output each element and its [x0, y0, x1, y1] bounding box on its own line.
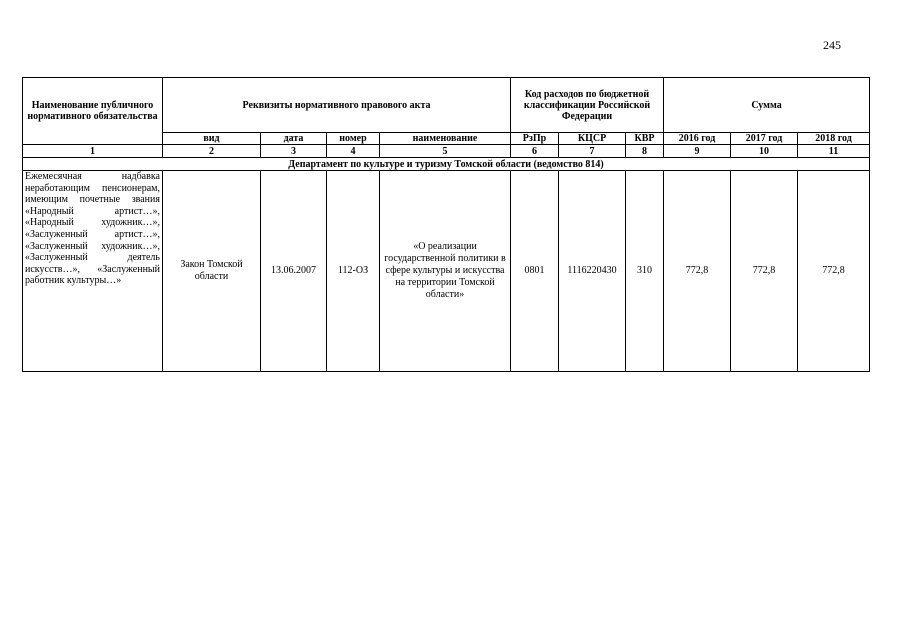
subheader-name: наименование — [380, 133, 511, 145]
subheader-kvr: КВР — [626, 133, 664, 145]
subheader-date: дата — [261, 133, 327, 145]
column-number: 9 — [664, 145, 731, 158]
subheader-kind: вид — [163, 133, 261, 145]
budget-table — [22, 77, 870, 372]
subheader-2016: 2016 год — [664, 133, 731, 145]
kcsr-cell: 1116220430 — [559, 171, 626, 372]
subheader-2017: 2017 год — [731, 133, 798, 145]
column-number: 5 — [380, 145, 511, 158]
subheader-rzpr: РзПр — [511, 133, 559, 145]
column-number: 10 — [731, 145, 798, 158]
sum-2016-cell: 772,8 — [664, 171, 731, 372]
column-number: 8 — [626, 145, 664, 158]
obligation-cell — [23, 171, 163, 372]
subheader-2018: 2018 год — [798, 133, 870, 145]
act-name-cell: «О реализации государственной политики в сфере культуры и искусства на территории Томской области» — [380, 171, 511, 372]
subheader-number: номер — [327, 133, 380, 145]
sum-2017-cell: 772,8 — [731, 171, 798, 372]
column-number: 6 — [511, 145, 559, 158]
column-number: 4 — [327, 145, 380, 158]
act-date-cell: 13.06.2007 — [261, 171, 327, 372]
column-number-row — [23, 145, 870, 158]
subheader-kcsr: КЦСР — [559, 133, 626, 145]
sum-2018-cell: 772,8 — [798, 171, 870, 372]
table-row — [23, 171, 870, 372]
column-number: 1 — [23, 145, 163, 158]
column-number: 7 — [559, 145, 626, 158]
column-number: 11 — [798, 145, 870, 158]
header-sum: Сумма — [664, 78, 870, 133]
column-number: 2 — [163, 145, 261, 158]
header-obligation: Наименование публичного нормативного обязательства — [23, 78, 163, 145]
header-act: Реквизиты нормативного правового акта — [163, 78, 511, 133]
obligation-text: Ежемесячная надбавка неработающим пенсионерам, имеющим почетные звания «Народный артист…», «Народный художник…», «Заслуженный артист…», «Заслуженный художник…», «Заслуженный деятель искусств…», «Заслуженный работник культуры…» — [25, 171, 160, 287]
kvr-cell: 310 — [626, 171, 664, 372]
act-number-cell: 112-ОЗ — [327, 171, 380, 372]
header-row — [23, 78, 870, 133]
act-kind-cell: Закон Томской области — [163, 171, 261, 372]
department-row — [23, 158, 870, 171]
page-number: 245 — [823, 38, 841, 52]
header-code: Код расходов по бюджетной классификации Российской Федерации — [511, 78, 664, 133]
rzpr-cell: 0801 — [511, 171, 559, 372]
column-number: 3 — [261, 145, 327, 158]
department-title: Департамент по культуре и туризму Томской области (ведомство 814) — [23, 158, 870, 171]
